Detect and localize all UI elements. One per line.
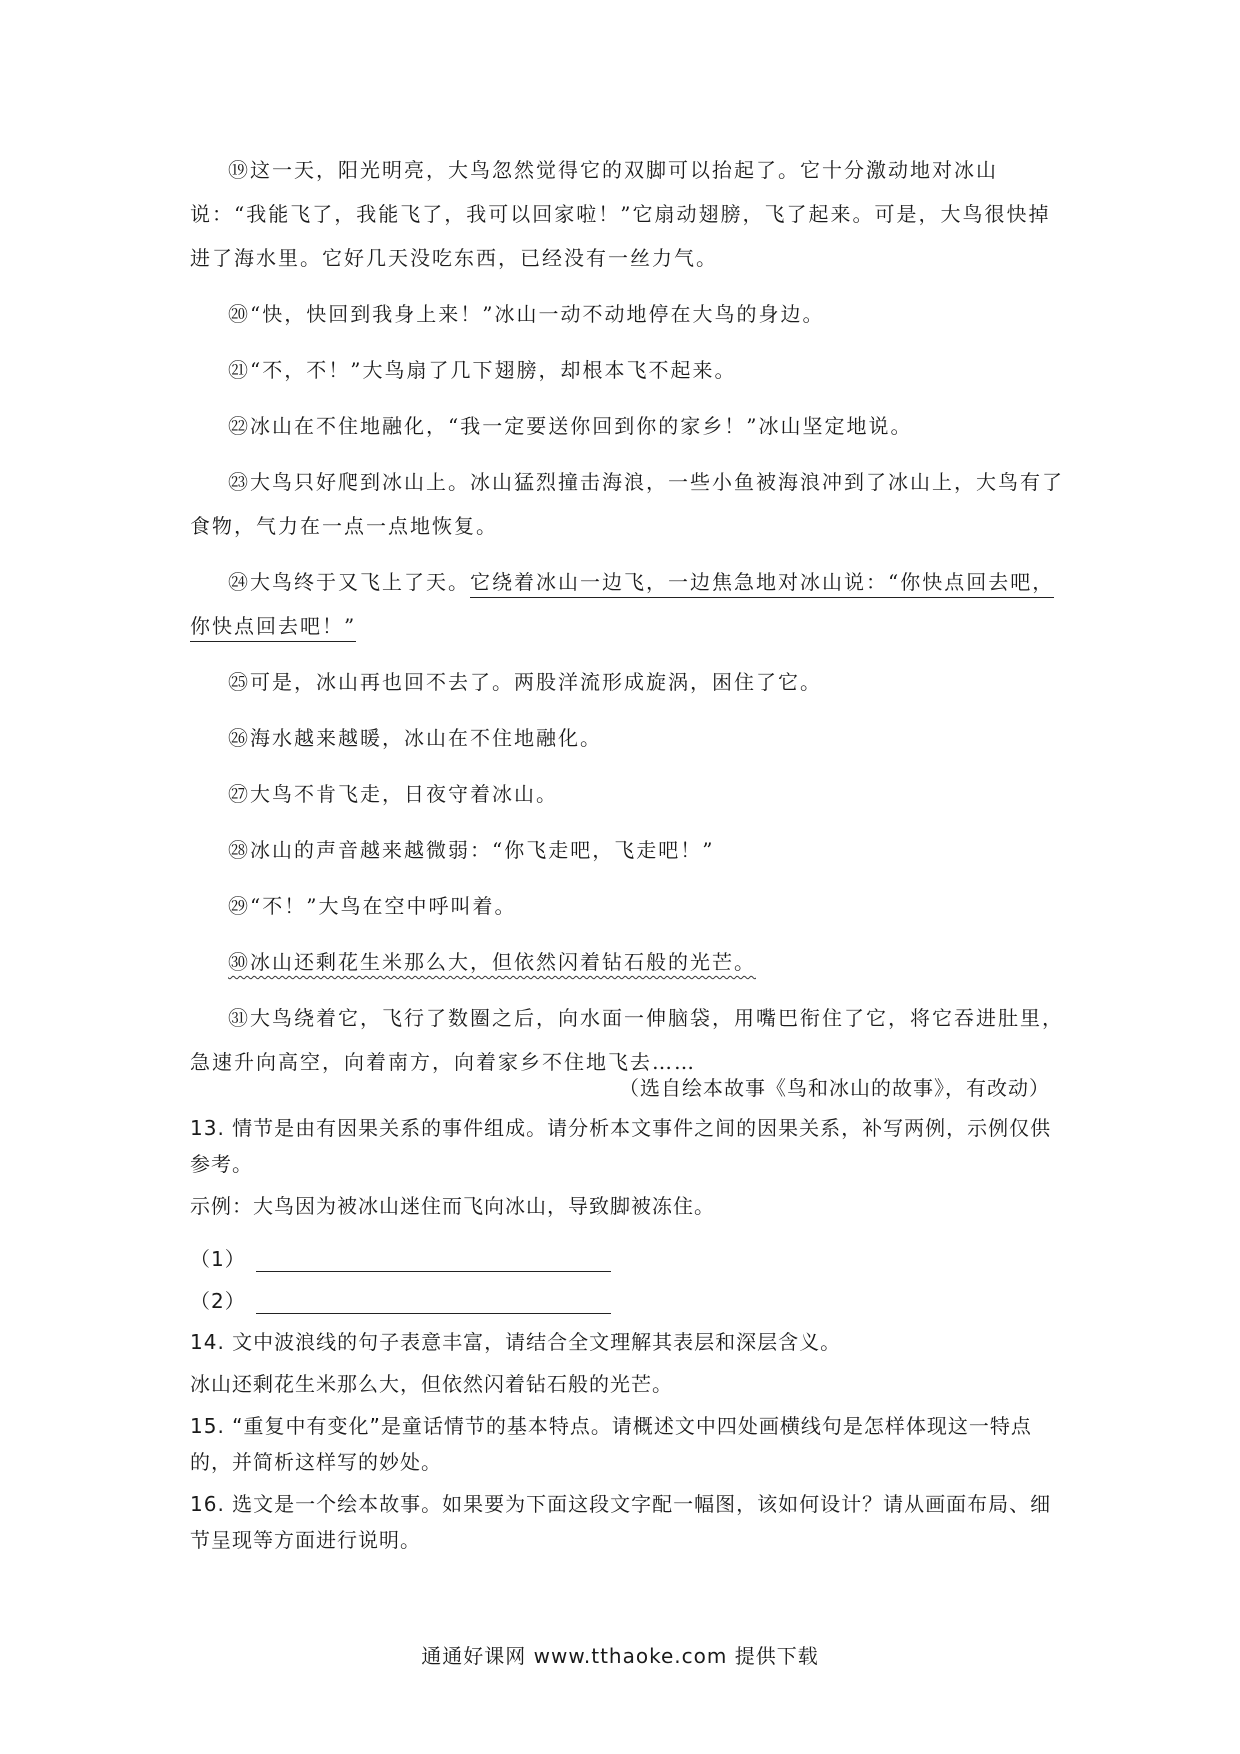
- paragraph-25: ㉕可是，冰山再也回不去了。两股洋流形成旋涡，困住了它。: [228, 670, 822, 694]
- footer-watermark: 通通好课网 www.tthaoke.com 提供下载: [421, 1644, 819, 1668]
- story-text: [190, 148, 1070, 1096]
- answer-label-2: （2）: [190, 1289, 246, 1313]
- paragraph-28: ㉘冰山的声音越来越微弱：“你飞走吧，飞走吧！”: [228, 838, 715, 862]
- paragraph-29: ㉙“不！”大鸟在空中呼叫着。: [228, 894, 517, 918]
- question-16: 16. 选文是一个绘本故事。如果要为下面这段文字配一幅图，该如何设计？请从画面布局、细节呈现等方面进行说明。: [190, 1492, 1052, 1552]
- question-14: 14. 文中波浪线的句子表意丰富，请结合全文理解其表层和深层含义。: [190, 1330, 842, 1354]
- source-citation: （选自绘本故事《鸟和冰山的故事》，有改动）: [619, 1076, 1050, 1100]
- paragraph-27: ㉗大鸟不肯飞走，日夜守着冰山。: [228, 782, 558, 806]
- paragraph-24: [190, 560, 1070, 648]
- answer-line-2: [190, 1272, 1070, 1314]
- answer-line-1: [190, 1230, 1070, 1272]
- paragraph-23: ㉓大鸟只好爬到冰山上。冰山猛烈撞击海浪，一些小鱼被海浪冲到了冰山上，大鸟有了食物，气力在一点一点地恢复。: [190, 470, 1064, 538]
- answer-blank-2[interactable]: [256, 1293, 611, 1314]
- question-13: 13. 情节是由有因果关系的事件组成。请分析本文事件之间的因果关系，补写两例，示例仅供参考。: [190, 1116, 1052, 1176]
- paragraph-24-lead: ㉔大鸟终于又飞上了天。: [228, 570, 470, 594]
- question-15: 15. “重复中有变化”是童话情节的基本特点。请概述文中四处画横线句是怎样体现这一特点的，并简析这样写的妙处。: [190, 1414, 1032, 1474]
- questions-section: [190, 1110, 1070, 1564]
- question-14-quote: 冰山还剩花生米那么大，但依然闪着钻石般的光芒。: [190, 1372, 673, 1396]
- answer-blank-1[interactable]: [256, 1251, 611, 1272]
- paragraph-22: ㉒冰山在不住地融化，“我一定要送你回到你的家乡！”冰山坚定地说。: [228, 414, 913, 438]
- paragraph-21: ㉑“不，不！”大鸟扇了几下翅膀，却根本飞不起来。: [228, 358, 737, 382]
- question-13-example: 示例：大鸟因为被冰山迷住而飞向冰山，导致脚被冻住。: [190, 1194, 715, 1218]
- paragraph-20: ⑳“快，快回到我身上来！”冰山一动不动地停在大鸟的身边。: [228, 302, 825, 326]
- answer-label-1: （1）: [190, 1247, 246, 1271]
- paragraph-19: ⑲这一天，阳光明亮，大鸟忽然觉得它的双脚可以抬起了。它十分激动地对冰山说：“我能飞了，我能飞了，我可以回家啦！”它扇动翅膀，飞了起来。可是，大鸟很快掉进了海水里。它好几天没吃东西，已经没有一丝力气。: [190, 158, 1051, 270]
- underlined-sentence: 它绕着冰山一边飞，一边焦急地对冰山说：“你快点回去吧，你快点回去吧！”: [190, 570, 1054, 642]
- paragraph-31: ㉛大鸟绕着它，飞行了数圈之后，向水面一伸脑袋，用嘴巴衔住了它，将它吞进肚里，急速升向高空，向着南方，向着家乡不住地飞去……: [190, 1006, 1064, 1074]
- paragraph-30: [190, 940, 1070, 984]
- paragraph-26: ㉖海水越来越暖，冰山在不住地融化。: [228, 726, 602, 750]
- wavy-underlined-sentence: ㉚冰山还剩花生米那么大，但依然闪着钻石般的光芒。: [228, 950, 756, 974]
